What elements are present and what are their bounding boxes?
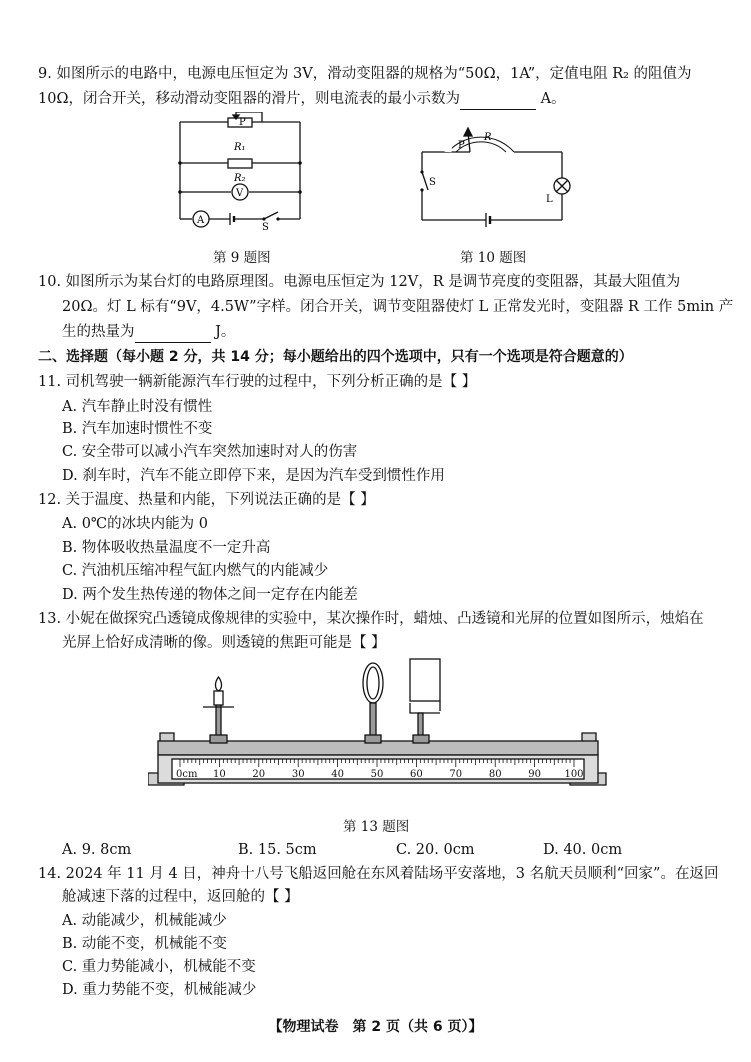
ruler-scale-label: 60: [410, 769, 423, 780]
q10-label-s: S: [429, 177, 436, 188]
q9-label-p: P: [239, 117, 246, 128]
ruler-scale-label: 90: [528, 769, 541, 780]
q9-answer-blank[interactable]: [460, 89, 536, 110]
q10-line3-pre: 生的热量为: [62, 324, 135, 340]
q9-line1: 9. 如图所示的电路中，电源电压恒定为 3V，滑动变阻器的规格为“50Ω，1A”，定值电阻 R₂ 的阻值为: [38, 66, 692, 82]
ruler-scale-label: 70: [449, 769, 463, 780]
q10-answer-blank[interactable]: [135, 322, 211, 343]
q12-option-a[interactable]: A. 0℃的冰块内能为 0: [62, 516, 208, 532]
q9-label-r2: R₂: [234, 173, 246, 184]
q13-optical-bench-figure: [148, 655, 608, 807]
ruler-scale-label: 10: [213, 769, 226, 780]
q14-option-d[interactable]: D. 重力势能不变，机械能减少: [62, 982, 257, 998]
q11-option-c[interactable]: C. 安全带可以减小汽车突然加速时对人的伤害: [62, 444, 358, 460]
ruler-scale-label: 0cm: [176, 769, 198, 780]
ruler-scale-label: 80: [488, 769, 502, 780]
q11-stem: 11. 司机驾驶一辆新能源汽车行驶的过程中，下列分析正确的是【 】: [38, 374, 477, 390]
q14-option-c[interactable]: C. 重力势能减小，机械能不变: [62, 959, 256, 975]
q13-line1: 13. 小妮在做探究凸透镜成像规律的实验中，某次操作时，蜡烛、凸透镜和光屏的位置如图所示，烛焰在: [38, 611, 704, 627]
q9-circuit-figure: [170, 112, 310, 230]
ruler-scale-label: 30: [291, 769, 305, 780]
q9-label-s: S: [262, 222, 269, 230]
q9-line2: [38, 89, 566, 110]
q13-option-a[interactable]: A. 9. 8cm: [62, 842, 132, 858]
q12-stem: 12. 关于温度、热量和内能，下列说法正确的是【 】: [38, 492, 375, 508]
q14-line1: 14. 2024 年 11 月 4 日，神舟十八号飞船返回舱在东风着陆场平安落地，3 名航天员顺利“回家”。在返回: [38, 866, 719, 882]
q12-option-d[interactable]: D. 两个发生热传递的物体之间一定存在内能差: [62, 587, 358, 603]
q10-label-p: P: [458, 140, 465, 151]
q14-line2: 舱减速下落的过程中，返回舱的【 】: [62, 889, 299, 905]
q9-caption: 第 9 题图: [213, 250, 271, 266]
q9-line2-post: A。: [535, 91, 566, 107]
q10-label-r: R: [484, 132, 492, 143]
q11-option-b[interactable]: B. 汽车加速时惯性不变: [62, 421, 213, 437]
ruler-scale-label: 40: [331, 769, 344, 780]
page-footer: 【物理试卷 第 2 页（共 6 页）】: [268, 1019, 483, 1035]
q9-label-a: A: [197, 215, 205, 226]
q11-option-d[interactable]: D. 刹车时，汽车不能立即停下来，是因为汽车受到惯性作用: [62, 468, 445, 484]
q10-circuit-figure: [410, 110, 580, 232]
q9-line2-pre: 10Ω，闭合开关，移动滑动变阻器的滑片，则电流表的最小示数为: [38, 91, 460, 107]
q10-line2: 20Ω。灯 L 标有“9V，4.5W”字样。闭合开关，调节变阻器使灯 L 正常发光时，变阻器 R 工作 5min 产: [62, 299, 734, 315]
q9-label-v: V: [236, 188, 244, 199]
ruler-scale-label: 100: [564, 769, 584, 780]
section-2-heading: 二、选择题（每小题 2 分，共 14 分；每小题给出的四个选项中，只有一个选项是符合题意的）: [38, 349, 633, 365]
q13-option-d[interactable]: D. 40. 0cm: [543, 842, 623, 858]
q14-option-b[interactable]: B. 动能不变，机械能不变: [62, 936, 227, 952]
q13-caption: 第 13 题图: [343, 819, 410, 835]
q13-option-b[interactable]: B. 15. 5cm: [238, 842, 317, 858]
q12-option-b[interactable]: B. 物体吸收热量温度不一定升高: [62, 540, 271, 556]
q10-line1: 10. 如图所示为某台灯的电路原理图。电源电压恒定为 12V，R 是调节亮度的变阻器，其最大阻值为: [38, 274, 681, 290]
q10-line3-post: J。: [210, 324, 236, 340]
q13-line2: 光屏上恰好成清晰的像。则透镜的焦距可能是【 】: [62, 635, 386, 651]
q13-option-c[interactable]: C. 20. 0cm: [396, 842, 475, 858]
q9-label-r1: R₁: [234, 142, 246, 153]
q10-label-l: L: [546, 194, 553, 205]
q14-option-a[interactable]: A. 动能减少，机械能减少: [62, 913, 227, 929]
ruler-scale-label: 50: [370, 769, 384, 780]
q10-line3: [62, 322, 235, 343]
ruler-scale-label: 20: [252, 769, 266, 780]
q12-option-c[interactable]: C. 汽油机压缩冲程气缸内燃气的内能减少: [62, 563, 329, 579]
q11-option-a[interactable]: A. 汽车静止时没有惯性: [62, 399, 213, 415]
q10-caption: 第 10 题图: [460, 250, 527, 266]
